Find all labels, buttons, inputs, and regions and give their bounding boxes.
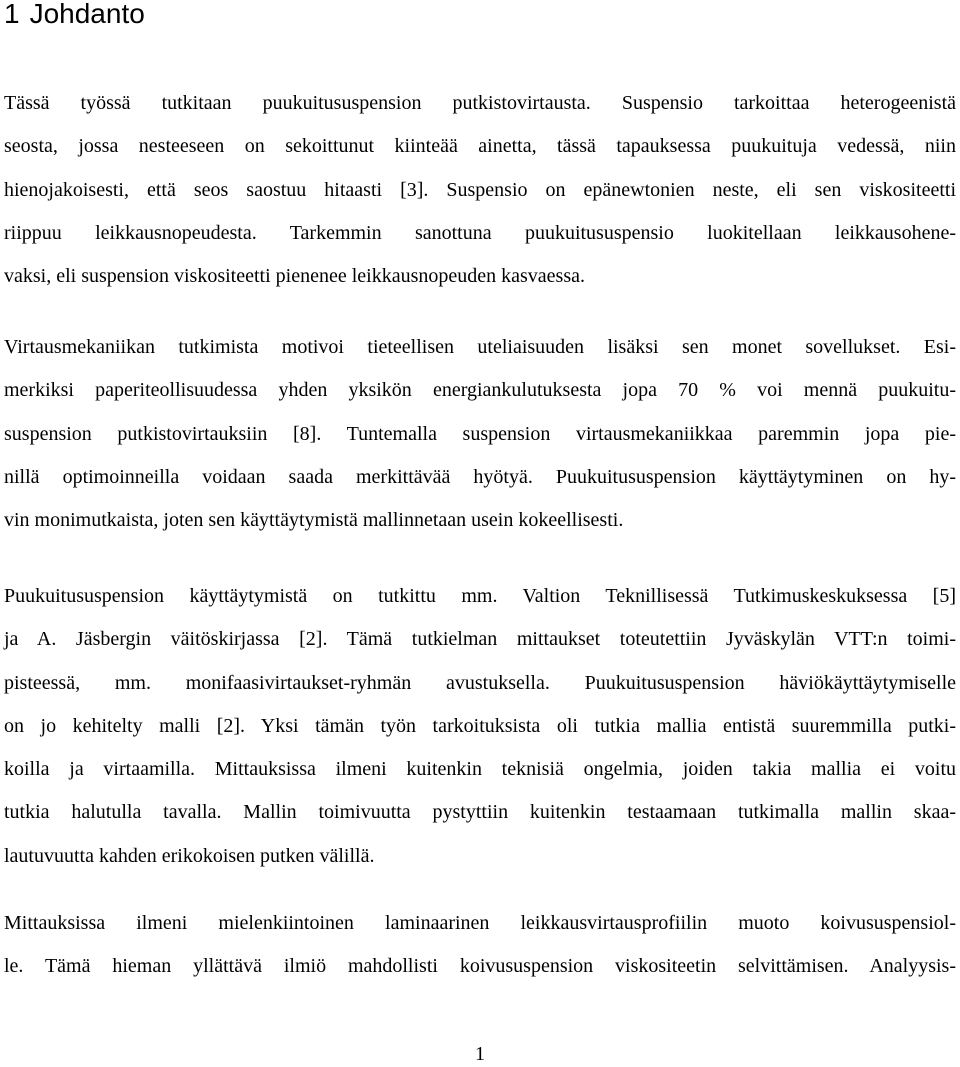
text-line: suspension putkistovirtauksiin [8]. Tuntemalla suspension virtausmekaniikkaa paremmin jopa pie-: [4, 422, 956, 445]
chapter-number: 1: [4, 0, 20, 29]
text-line: Tässä työssä tutkitaan puukuitususpension putkistovirtausta. Suspensio tarkoittaa heterogeenistä: [4, 92, 956, 114]
text-line: nillä optimoinneilla voidaan saada merkittävää hyötyä. Puukuitususpension käyttäytyminen on hy-: [4, 465, 956, 488]
paragraph-previous-research: [4, 575, 956, 878]
chapter-title: Johdanto: [29, 0, 145, 29]
paragraph-motivation: [4, 326, 956, 542]
text-line: merkiksi paperiteollisuudessa yhden yksikön energiankulutuksesta jopa 70 % voi mennä puukuitu-: [4, 379, 956, 402]
text-line: riippuu leikkausnopeudesta. Tarkemmin sanottuna puukuitususpensio luokitellaan leikkausohene-: [4, 221, 956, 244]
text-line: vin monimutkaista, joten sen käyttäytymistä mallinnetaan usein kokeellisesti.: [4, 509, 624, 532]
text-line: koilla ja virtaamilla. Mittauksissa ilmeni kuitenkin teknisiä ongelmia, joiden takia mallia ei voitu: [4, 758, 956, 781]
paragraph-introduction: [4, 82, 956, 298]
chapter-heading: [4, 0, 145, 34]
text-line: le. Tämä hieman yllättävä ilmiö mahdollisti koivususpension viskositeetin selvittämisen. Analyysis-: [4, 955, 956, 978]
text-line: Mittauksissa ilmeni mielenkiintoinen laminaarinen leikkausvirtausprofiilin muoto koivususpensiol-: [4, 912, 956, 934]
text-line: pisteessä, mm. monifaasivirtaukset-ryhmän avustuksella. Puukuitususpension häviökäyttäytymiselle: [4, 671, 956, 694]
text-line: ja A. Jäsbergin väitöskirjassa [2]. Tämä tutkielman mittaukset toteutettiin Jyväskylän VTT:n toimi-: [4, 628, 956, 651]
page-number: 1: [475, 1043, 485, 1065]
text-line: Puukuitususpension käyttäytymistä on tutkittu mm. Valtion Teknillisessä Tutkimuskeskuksessa [5]: [4, 585, 956, 607]
text-line: tutkia halutulla tavalla. Mallin toimivuutta pystyttiin kuitenkin testaamaan tutkimalla mallin skaa-: [4, 801, 956, 824]
text-line: Virtausmekaniikan tutkimista motivoi tieteellisen uteliaisuuden lisäksi sen monet sovellukset. Esi-: [4, 336, 956, 358]
text-line: hienojakoisesti, että seos saostuu hitaasti [3]. Suspensio on epänewtonien neste, eli sen viskositeetti: [4, 178, 956, 201]
text-line: seosta, jossa nesteeseen on sekoittunut kiinteää ainetta, tässä tapauksessa puukuituja vedessä, niin: [4, 135, 956, 158]
paragraph-findings: [4, 902, 956, 989]
text-line: on jo kehitelty malli [2]. Yksi tämän työn tarkoituksista oli tutkia mallia entistä suuremmilla putki-: [4, 714, 956, 737]
text-line: lautuvuutta kahden erikokoisen putken välillä.: [4, 844, 375, 867]
text-line: vaksi, eli suspension viskositeetti pienenee leikkausnopeuden kasvaessa.: [4, 265, 585, 288]
